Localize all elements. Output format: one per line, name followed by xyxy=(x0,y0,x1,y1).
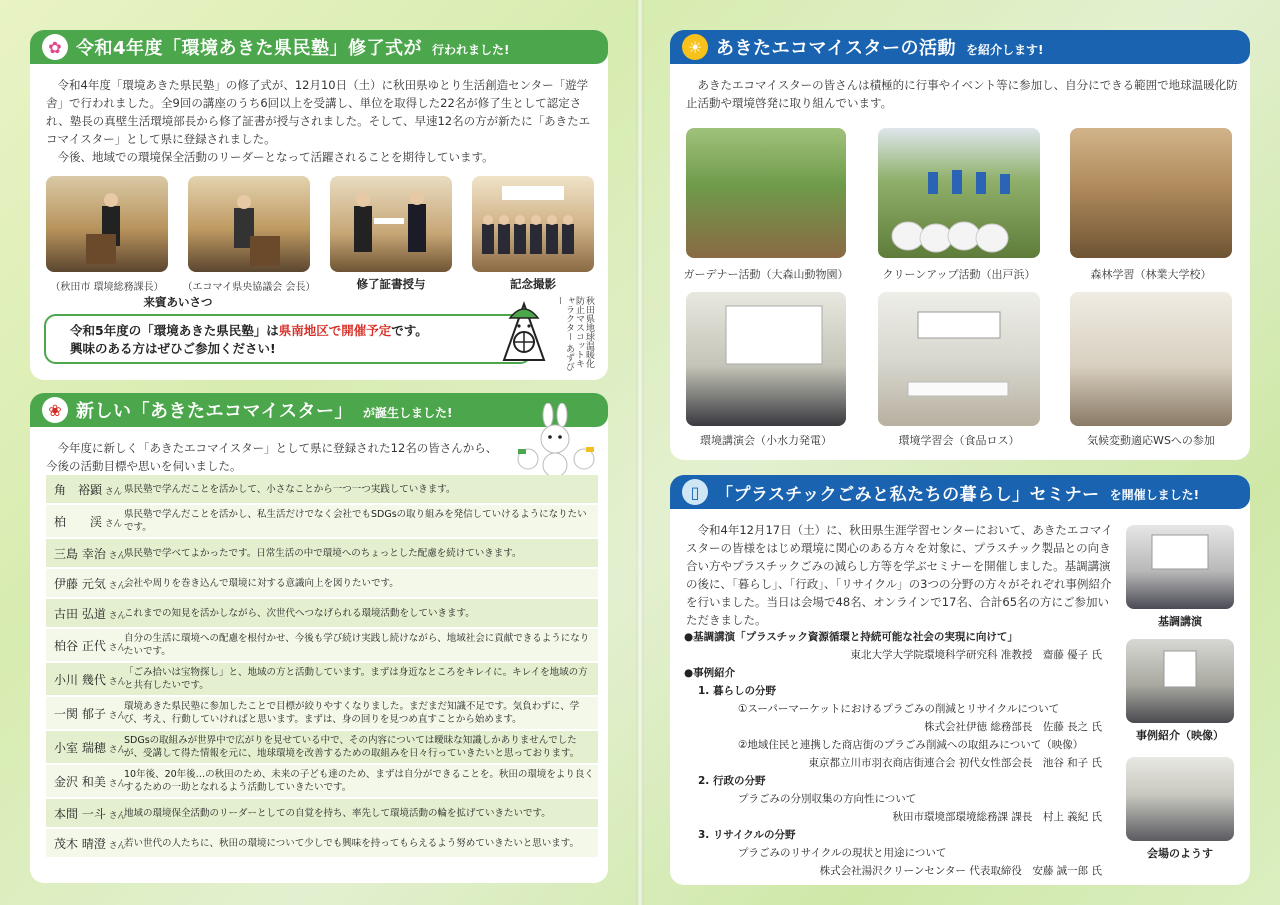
recycle-speaker: 株式会社湯沢クリーンセンター 代表取締役 安藤 誠一郎 氏 xyxy=(819,865,1102,877)
photo-case-video xyxy=(1126,639,1234,723)
list-item: 一関 郁子 さん 環境あきた県民塾に参加したことで目標が絞りやすくなりました。まだまだ知識不足です。気負わずに、学び、考え、行動していければと思います。まずは、身の回りを見つめ直すことから始めます。 xyxy=(46,697,598,731)
photo-workshop xyxy=(1070,292,1232,426)
photo-speech-2 xyxy=(188,176,310,272)
juku-panel xyxy=(30,30,608,380)
photo-lecture xyxy=(686,292,846,426)
juku-title-suffix: 行われました! xyxy=(432,42,510,57)
speaker-figure xyxy=(46,176,168,272)
study-sign xyxy=(878,292,1040,426)
meister-list xyxy=(46,475,598,859)
list-item: 本間 一斗 さん 地域の環境保全活動のリーダーとしての自覚を持ち、率先して環境活動の輪を拡げていきたいです。 xyxy=(46,799,598,829)
admin-title: プラごみの分別収集の方向性について xyxy=(738,793,917,805)
rabbit-mascots-icon xyxy=(508,403,604,479)
caption-venue: 会場のようす xyxy=(1147,847,1213,860)
juku-title: 令和4年度「環境あきた県民塾」修了式が xyxy=(76,38,423,59)
caption-forest: 森林学習（林業大学校） xyxy=(1090,268,1212,281)
speaker-figure xyxy=(188,176,310,272)
seminar-title: 「プラスチックごみと私たちの暮らし」セミナー xyxy=(716,484,1100,505)
activities-panel xyxy=(670,30,1250,460)
seminar-title-suffix: を開催しました! xyxy=(1109,487,1200,502)
admin-speaker: 秋田市環境部環境総務課 課長 村上 義紀 氏 xyxy=(892,811,1102,823)
ceremony-figures xyxy=(330,176,452,272)
seminar-panel xyxy=(670,475,1250,885)
caption-keynote: 基調講演 xyxy=(1158,615,1202,628)
life2-speaker: 東京都立川市羽衣商店街連合会 初代女性部会長 池谷 和子 氏 xyxy=(808,757,1102,769)
photo-certificate xyxy=(330,176,452,272)
new-meisters-title: 新しい「あきたエコマイスター」 xyxy=(76,401,353,422)
list-item: 伊藤 元気 さん 会社や周りを巻き込んで環境に対する意識向上を図りたいです。 xyxy=(46,569,598,599)
activities-body: あきたエコマイスターの皆さんは積極的に行事やイベント等に参加し、自分にできる範囲で地球温暖化防止活動や環境啓発に取り組んでいます。 xyxy=(686,78,1238,110)
flower-icon: ❀ xyxy=(42,397,68,423)
activities-title-suffix: を紹介します! xyxy=(965,42,1044,57)
screen xyxy=(1126,639,1234,723)
list-item: 金沢 和美 さん 10年後、20年後…の秋田のため、未来の子ども達のため、まずは自分ができることを。秋田の環境をより良くするための一助となれるよう活動していきたいです。 xyxy=(46,765,598,799)
caption-gardener: ガーデナー活動（大森山動物園） xyxy=(683,268,849,281)
new-meisters-panel xyxy=(30,393,608,883)
life2-title: ②地域住民と連携した商店街のプラごみ削減への取組みについて（映像） xyxy=(738,739,1084,751)
garbage-bags xyxy=(878,128,1040,258)
activities-title: あきたエコマイスターの活動 xyxy=(716,38,956,59)
recycle-label: 3. リサイクルの分野 xyxy=(698,829,796,841)
caption-cleanup: クリーンアップ活動（出戸浜） xyxy=(882,268,1036,281)
projector-screen xyxy=(686,292,846,426)
life1-speaker: 株式会社伊徳 総務部長 佐藤 長之 氏 xyxy=(923,721,1102,733)
flower-icon: ✿ xyxy=(42,34,68,60)
next-year-notice: 令和5年度の「環境あきた県民塾」は県南地区で開催予定です。 興味のある方はぜひご参加ください! xyxy=(44,314,532,364)
list-item: 柏 渓 さん 県民塾で学んだことを活かし、私生活だけでなく会社でもSDGsの取り組みを発信していけるようになりたいです。 xyxy=(46,505,598,539)
list-item: 小室 瑞穂 さん SDGsの取組みが世界中で広がりを見せている中で、その内容については曖昧な知識しかありませんでしたが、受講して得た情報を元に、地球環境を改善するための取組みを日々行っていきたいと思っております。 xyxy=(46,731,598,765)
list-item: 小川 幾代 さん 「ごみ拾いは宝物探し」と、地域の方と活動しています。まずは身近なところをキレイに。キレイを地域の方と共有したいです。 xyxy=(46,663,598,697)
caption-speech-1: （秋田市 環境総務課長） xyxy=(50,282,164,293)
photo-speech-1 xyxy=(46,176,168,272)
mascot-icon xyxy=(500,298,548,368)
caption-workshop: 気候変動適応WSへの参加 xyxy=(1087,434,1215,447)
photo-gardener xyxy=(686,128,846,258)
mascot-label: 秋田県地球温暖化防止マスコットキャラクター あずびー xyxy=(554,296,594,371)
caption-lecture: 環境講演会（小水力発電） xyxy=(700,434,832,447)
admin-label: 2. 行政の分野 xyxy=(698,775,766,787)
list-item: 茂木 晴澄 さん 若い世代の人たちに、秋田の環境について少しでも興味を持ってもらえるよう努めていきたいと思います。 xyxy=(46,829,598,859)
bottle-icon: ▯ xyxy=(682,479,708,505)
sun-icon: ☀ xyxy=(682,34,708,60)
recycle-title: プラごみのリサイクルの現状と用途について xyxy=(738,847,947,859)
new-meisters-intro: 今年度に新しく「あきたエコマイスター」として県に登録された12名の皆さんから、今後の活動目標や思いを伺いました。 xyxy=(46,441,498,473)
keynote-speaker: 東北大学大学院環境科学研究科 准教授 齋藤 優子 氏 xyxy=(850,649,1102,661)
list-item: 古田 弘道 さん これまでの知見を活かしながら、次世代へつなげられる環境活動をしていきます。 xyxy=(46,599,598,629)
photo-venue xyxy=(1126,757,1234,841)
juku-header xyxy=(30,30,608,64)
caption-case-video: 事例紹介（映像） xyxy=(1136,729,1224,742)
photo-cleanup xyxy=(878,128,1040,258)
caption-foodloss: 環境学習会（食品ロス） xyxy=(898,434,1020,447)
seminar-body: 令和4年12月17日（土）に、秋田県生涯学習センターにおいて、あきたエコマイスターの皆様をはじめ環境に関心のある方々を対象に、プラスチック製品との向き合い方やプラスチックごみの減らし方等を学ぶセミナーを開催しました。基調講演の後に、「暮らし」、「行政」、「リサイクル」の3つの分野の方々がそれぞれ事例紹介を行いました。当日は会場で48名、オンラインで17名、合計65名の方にご参加いただきました。 xyxy=(686,523,1113,627)
page-spine xyxy=(636,0,644,905)
notice-highlight: 県南地区で開催予定 xyxy=(278,323,392,338)
photo-group xyxy=(472,176,594,272)
group-figures xyxy=(472,176,594,272)
life1-title: ①スーパーマーケットにおけるプラごみの削減とリサイクルについて xyxy=(738,703,1060,715)
cases-label: ●事例紹介 xyxy=(684,667,736,679)
caption-group: 記念撮影 xyxy=(510,277,556,291)
new-meisters-title-suffix: が誕生しました! xyxy=(362,405,453,420)
photo-foodloss xyxy=(878,292,1040,426)
activities-header xyxy=(670,30,1250,64)
list-item: 柏谷 正代 さん 自分の生活に環境への配慮を根付かせ、今後も学び続け実践し続けながら、地域社会に貢献できるようになりたいです。 xyxy=(46,629,598,663)
juku-body: 令和4年度「環境あきた県民塾」の修了式が、12月10日（土）に秋田県ゆとり生活創造センター「遊学舎」で行われました。全9回の講座のうち6回以上を受講し、単位を取得した22名が修了生として認定され、塾長の真壁生活環境部長から修了証書が授与されました。そして、早速12名の方が新たに「あきたエコマイスター」として県に登録されました。 今後、地域での環境保全活動のリーダーとなって活躍されることを期待しています。 xyxy=(46,78,591,164)
screen xyxy=(1126,525,1234,609)
seminar-header xyxy=(670,475,1250,509)
photo-forest xyxy=(1070,128,1232,258)
caption-guest-speech: 来賓あいさつ xyxy=(143,295,213,309)
list-item: 三島 幸治 さん 県民塾で学べてよかったです。日常生活の中で環境へのちょっとした配慮を続けていきます。 xyxy=(46,539,598,569)
keynote-label: ●基調講演「プラスチック資源循環と持続可能な社会の実現に向けて」 xyxy=(684,631,1018,643)
caption-speech-2: （エコマイ県央協議会 会長） xyxy=(182,282,316,293)
caption-certificate: 修了証書授与 xyxy=(356,277,426,291)
list-item: 角 裕顕 さん 県民塾で学んだことを活かして、小さなことから一つ一つ実践していきます。 xyxy=(46,475,598,505)
life-label: 1. 暮らしの分野 xyxy=(698,685,776,697)
photo-keynote xyxy=(1126,525,1234,609)
